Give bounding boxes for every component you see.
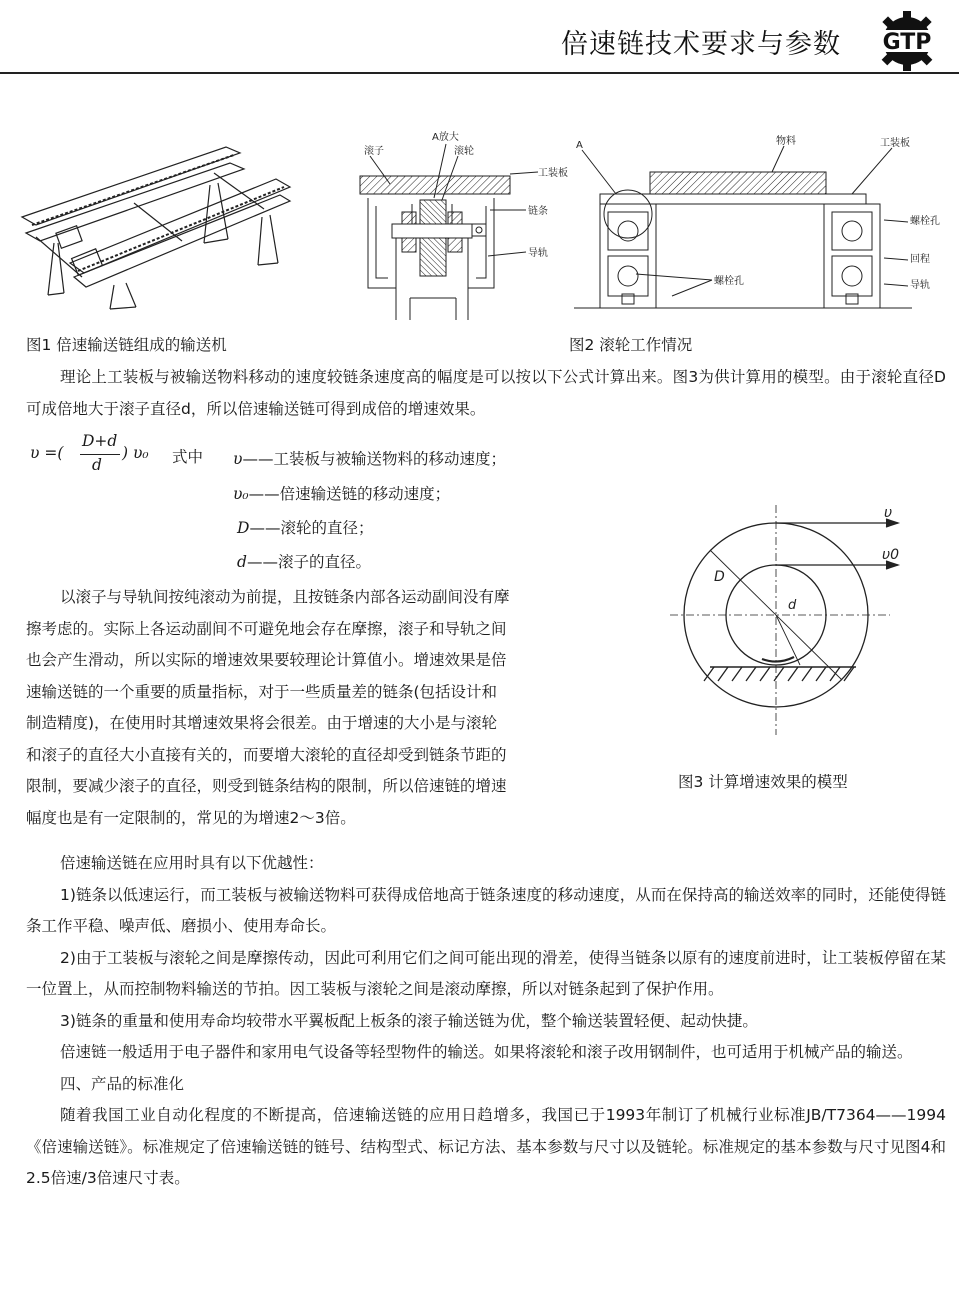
svg-text:A: A	[576, 140, 583, 151]
figure3-caption: 图3 计算增速效果的模型	[678, 773, 848, 791]
svg-text:螺栓孔: 螺栓孔	[910, 216, 940, 227]
svg-text:螺栓孔: 螺栓孔	[714, 276, 744, 287]
svg-text:GTP: GTP	[882, 30, 932, 55]
body-line: 速输送链的一个重要的质量指标，对于一些质量差的链条(包括设计和	[26, 682, 498, 701]
body-line: 制造精度)，在使用时其增速效果将会很差。由于增速的大小是与滚轮	[26, 714, 498, 732]
svg-text:工装板: 工装板	[538, 168, 568, 179]
body-line: 和滚子的直径大小直接有关的，而要增大滚轮的直径却受到链条节距的	[26, 745, 507, 764]
formula: υ =( D+d d ) υ₀	[30, 432, 149, 474]
svg-text:导轨: 导轨	[910, 280, 930, 291]
body-line: 限制，要减少滚子的直径，则受到链条结构的限制，所以倍速链的增速	[26, 777, 507, 795]
svg-text:υ0: υ0	[882, 547, 900, 563]
svg-text:滚子: 滚子	[364, 146, 384, 157]
svg-text:导轨: 导轨	[528, 248, 548, 259]
figure2-caption: 图2 滚轮工作情况	[569, 336, 693, 354]
advantage-2: 2)由于工装板与滚轮之间是摩擦传动，因此可利用它们之间可能出现的滑差，使得当链条以原有的速度前进时，让工装板停留在某一位置上，从而控制物料输送的节拍。因工装板与滚轮之间是滚动摩擦，所以对链条起到了保护作用。	[26, 948, 946, 998]
svg-text:工装板: 工装板	[880, 138, 910, 149]
gtp-logo	[872, 8, 942, 74]
application-paragraph: 倍速链一般适用于电子器件和家用电气设备等轻型物件的输送。如果将滚轮和滚子改用钢制件，也可适用于机械产品的输送。	[60, 1043, 913, 1061]
page-title: 倍速链技术要求与参数	[561, 29, 841, 60]
svg-text:物料: 物料	[776, 136, 796, 147]
standard-paragraph: 随着我国工业自动化程度的不断提高，倍速输送链的应用日趋增多，我国已于1993年制订了机械行业标准JB/T7364——1994《倍速输送链》。标准规定了倍速输送链的链号、结构型式、标记方法、基本参数与尺寸以及链轮。标准规定的基本参数与尺寸见图4和2.5倍速/3倍速尺寸表。	[26, 1106, 946, 1187]
body-line: 以滚子与导轨间按纯滚动为前提，且按链条内部各运动副间没有摩	[60, 588, 510, 606]
intro-paragraph: 理论上工装板与被输送物料移动的速度较链条速度高的幅度是可以按以下公式计算出来。图3为供计算用的模型。由于滚轮直径D可成倍地大于滚子直径d，所以倍速输送链可得到成倍的增速效果。	[26, 368, 946, 418]
formula-def-d: d——滚子的直径。	[237, 553, 371, 571]
figure3-speed-model	[660, 495, 920, 755]
svg-text:链条: 链条	[528, 206, 548, 217]
svg-text:A放大: A放大	[432, 132, 459, 143]
figure1-caption: 图1 倍速输送链组成的输送机	[26, 336, 227, 354]
svg-text:υ: υ	[884, 505, 893, 521]
formula-def-D: D——滚轮的直径；	[237, 519, 374, 537]
body-line: 也会产生滑动，所以实际的增速效果要较理论计算值小。增速效果是倍	[26, 651, 507, 669]
advantages-intro: 倍速输送链在应用时具有以下优越性：	[60, 854, 324, 872]
lower-text-block	[26, 848, 946, 1195]
formula-where-label: 式中	[172, 448, 204, 466]
body-line: 幅度也是有一定限制的，常见的为增速2～3倍。	[26, 808, 356, 827]
figure1-conveyor-drawing	[14, 125, 294, 315]
advantage-3: 3)链条的重量和使用寿命均较带水平翼板配上板条的滚子输送链为优，整个输送装置轻便、起动快捷。	[60, 1011, 758, 1030]
svg-text:D: D	[714, 569, 725, 585]
figure2-conveyor-section	[572, 128, 942, 320]
svg-text:d: d	[788, 598, 797, 613]
formula-def-v: υ——工装板与被输送物料的移动速度；	[233, 450, 506, 468]
body-line: 擦考虑的。实际上各运动副间不可避免地会存在摩擦，滚子和导轨之间	[26, 619, 507, 638]
body-text-block	[26, 582, 611, 834]
figure2-roller-section	[340, 128, 570, 320]
svg-text:回程: 回程	[910, 254, 930, 265]
header-divider	[0, 72, 959, 74]
section-heading: 四、产品的标准化	[60, 1074, 185, 1093]
advantage-1: 1)链条以低速运行，而工装板与被输送物料可获得成倍地高于链条速度的移动速度，从而在保持高的输送效率的同时，还能使得链条工作平稳、噪声低、磨损小、使用寿命长。	[26, 885, 946, 935]
svg-text:滚轮: 滚轮	[454, 146, 474, 157]
formula-def-v0: υ₀——倍速输送链的移动速度；	[233, 485, 451, 503]
